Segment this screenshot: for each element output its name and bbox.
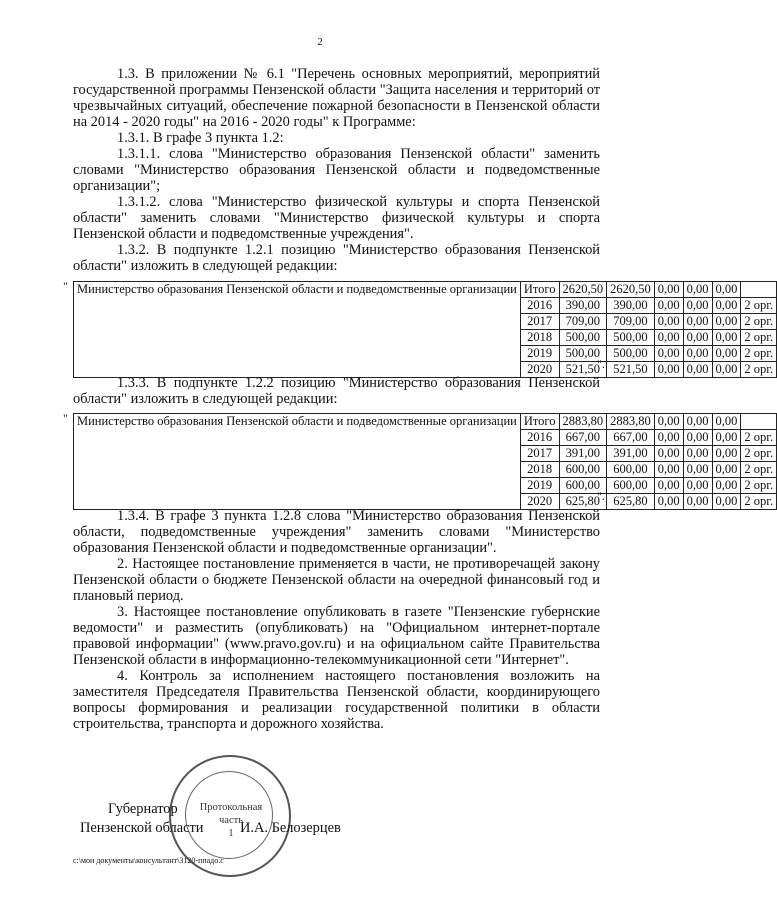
paragraph-1-3-1: 1.3.1. В графе 3 пункта 1.2: — [117, 130, 284, 146]
paragraph-2: 2. Настоящее постановление применяется в части, не противоречащей закону Пензенской области о бюджете Пензенской области на очередной финансовый год и плановый период. — [73, 556, 600, 604]
budget-cell: 391,00 — [607, 446, 655, 462]
value-cell: 0,00 — [654, 298, 683, 314]
total-cell: 390,00 — [559, 298, 607, 314]
result-cell — [741, 414, 777, 430]
total-cell: 600,00 — [559, 478, 607, 494]
value-cell: 0,00 — [683, 478, 712, 494]
table-row — [74, 414, 777, 430]
value-cell: 0,00 — [654, 494, 683, 510]
paragraph-1-3-1-2: 1.3.1.2. слова "Министерство физической культуры и спорта Пензенской области" заменить словами "Министерство физической культуры и спорта Пензенской области и подведомственные учреждения". — [73, 194, 600, 242]
result-cell: 2 орг. — [741, 298, 777, 314]
total-cell: 391,00 — [559, 446, 607, 462]
result-cell: 2 орг. — [741, 494, 777, 510]
value-cell: 0,00 — [683, 446, 712, 462]
value-cell: 0,00 — [654, 478, 683, 494]
total-cell: 521,50 — [559, 362, 607, 378]
year-cell: 2019 — [520, 478, 559, 494]
value-cell: 0,00 — [712, 346, 741, 362]
value-cell: 0,00 — [654, 414, 683, 430]
total-cell: 500,00 — [559, 346, 607, 362]
paragraph-3: 3. Настоящее постановление опубликовать в газете "Пензенские губернские ведомости" и разместить (опубликовать) на "Официальном интернет-портале правовой информации" (www.pravo.gov.ru) и на официальном сайте Правительства Пензенской области в информационно-телекоммуникационной сети "Интернет". — [73, 604, 600, 668]
value-cell: 0,00 — [654, 362, 683, 378]
signature-title-line1: Губернатор — [108, 801, 178, 817]
value-cell: 0,00 — [654, 430, 683, 446]
year-cell: Итого — [520, 282, 559, 298]
value-cell: 0,00 — [712, 430, 741, 446]
paragraph-1-3-3: 1.3.3. В подпункте 1.2.2 позицию "Министерство образования Пензенской области" изложить в следующей редакции: — [73, 375, 600, 407]
year-cell: 2018 — [520, 330, 559, 346]
budget-cell: 600,00 — [607, 478, 655, 494]
total-cell: 600,00 — [559, 462, 607, 478]
value-cell: 0,00 — [712, 314, 741, 330]
paragraph-1-3-3-block — [73, 375, 600, 407]
footer-file-path: c:\мои документы\консультант\3120-ппадо.c — [73, 856, 224, 865]
result-cell: 2 орг. — [741, 362, 777, 378]
total-cell: 709,00 — [559, 314, 607, 330]
quote-close: ". — [597, 357, 605, 371]
budget-cell: 667,00 — [607, 430, 655, 446]
paragraph-1-3-4: 1.3.4. В графе 3 пункта 1.2.8 слова "Министерство образования Пензенской области, подведомственные учреждения" заменить словами "Министерство образования Пензенской области и подведомственные организации". — [73, 508, 600, 556]
value-cell: 0,00 — [712, 362, 741, 378]
total-cell: 2620,50 — [559, 282, 607, 298]
value-cell: 0,00 — [654, 446, 683, 462]
budget-cell: 390,00 — [607, 298, 655, 314]
year-cell: 2018 — [520, 462, 559, 478]
stamp-label-text: Протокольная часть — [199, 802, 263, 826]
year-cell: Итого — [520, 414, 559, 430]
total-cell: 2883,80 — [559, 414, 607, 430]
org-cell: Министерство образования Пензенской области и подведомственные организации — [74, 282, 521, 378]
budget-cell: 500,00 — [607, 330, 655, 346]
budget-cell: 2620,50 — [607, 282, 655, 298]
page-number: 2 — [317, 36, 323, 48]
value-cell: 0,00 — [683, 430, 712, 446]
year-cell: 2019 — [520, 346, 559, 362]
value-cell: 0,00 — [654, 330, 683, 346]
value-cell: 0,00 — [683, 414, 712, 430]
table-row — [74, 282, 777, 298]
stamp-number: 1 — [228, 828, 234, 839]
value-cell: 0,00 — [654, 346, 683, 362]
value-cell: 0,00 — [654, 282, 683, 298]
closing-paragraphs — [73, 508, 600, 732]
year-cell: 2017 — [520, 446, 559, 462]
budget-cell: 2883,80 — [607, 414, 655, 430]
year-cell: 2016 — [520, 430, 559, 446]
value-cell: 0,00 — [712, 462, 741, 478]
budget-table-2 — [73, 413, 777, 510]
budget-table-1 — [73, 281, 777, 378]
total-cell: 625,80 — [559, 494, 607, 510]
quote-open: " — [63, 411, 68, 425]
intro-paragraphs — [73, 66, 600, 274]
value-cell: 0,00 — [683, 314, 712, 330]
result-cell: 2 орг. — [741, 478, 777, 494]
paragraph-1-3-2: 1.3.2. В подпункте 1.2.1 позицию "Министерство образования Пензенской области" изложить в следующей редакции: — [73, 242, 600, 274]
value-cell: 0,00 — [712, 414, 741, 430]
result-cell: 2 орг. — [741, 430, 777, 446]
quote-open: " — [63, 279, 68, 293]
year-cell: 2020 — [520, 494, 559, 510]
value-cell: 0,00 — [712, 478, 741, 494]
budget-cell: 500,00 — [607, 346, 655, 362]
signature-name: И.А. Белозерцев — [240, 820, 341, 836]
value-cell: 0,00 — [654, 462, 683, 478]
total-cell: 667,00 — [559, 430, 607, 446]
budget-cell: 600,00 — [607, 462, 655, 478]
signature-title-line2: Пензенской области — [80, 820, 204, 836]
result-cell: 2 орг. — [741, 462, 777, 478]
value-cell: 0,00 — [712, 494, 741, 510]
value-cell: 0,00 — [683, 298, 712, 314]
value-cell: 0,00 — [712, 282, 741, 298]
year-cell: 2017 — [520, 314, 559, 330]
paragraph-1-3-1-1: 1.3.1.1. слова "Министерство образования Пензенской области" заменить словами "Министерство образования Пензенской области и подведомственные организации"; — [73, 146, 600, 194]
result-cell: 2 орг. — [741, 314, 777, 330]
total-cell: 500,00 — [559, 330, 607, 346]
value-cell: 0,00 — [683, 362, 712, 378]
value-cell: 0,00 — [683, 462, 712, 478]
budget-cell: 709,00 — [607, 314, 655, 330]
paragraph-4: 4. Контроль за исполнением настоящего постановления возложить на заместителя Председателя Правительства Пензенской области, координирующего вопросы формирования и реализации государственной политики в области строительства, транспорта и дорожного хозяйства. — [73, 668, 600, 732]
value-cell: 0,00 — [712, 298, 741, 314]
paragraph-1-3: 1.3. В приложении № 6.1 "Перечень основных мероприятий, мероприятий государственной программы Пензенской области "Защита населения и территорий от чрезвычайных ситуаций, обеспечение пожарной безопасности в Пензенской области на 2014 - 2020 годы" на 2016 - 2020 годы" к Программе: — [73, 66, 600, 130]
org-cell: Министерство образования Пензенской области и подведомственные организации — [74, 414, 521, 510]
value-cell: 0,00 — [683, 346, 712, 362]
value-cell: 0,00 — [683, 494, 712, 510]
budget-cell: 625,80 — [607, 494, 655, 510]
value-cell: 0,00 — [683, 282, 712, 298]
result-cell: 2 орг. — [741, 446, 777, 462]
result-cell: 2 орг. — [741, 346, 777, 362]
result-cell: 2 орг. — [741, 330, 777, 346]
quote-close: ". — [597, 489, 605, 503]
result-cell — [741, 282, 777, 298]
year-cell: 2016 — [520, 298, 559, 314]
value-cell: 0,00 — [654, 314, 683, 330]
value-cell: 0,00 — [683, 330, 712, 346]
year-cell: 2020 — [520, 362, 559, 378]
value-cell: 0,00 — [712, 330, 741, 346]
budget-cell: 521,50 — [607, 362, 655, 378]
value-cell: 0,00 — [712, 446, 741, 462]
